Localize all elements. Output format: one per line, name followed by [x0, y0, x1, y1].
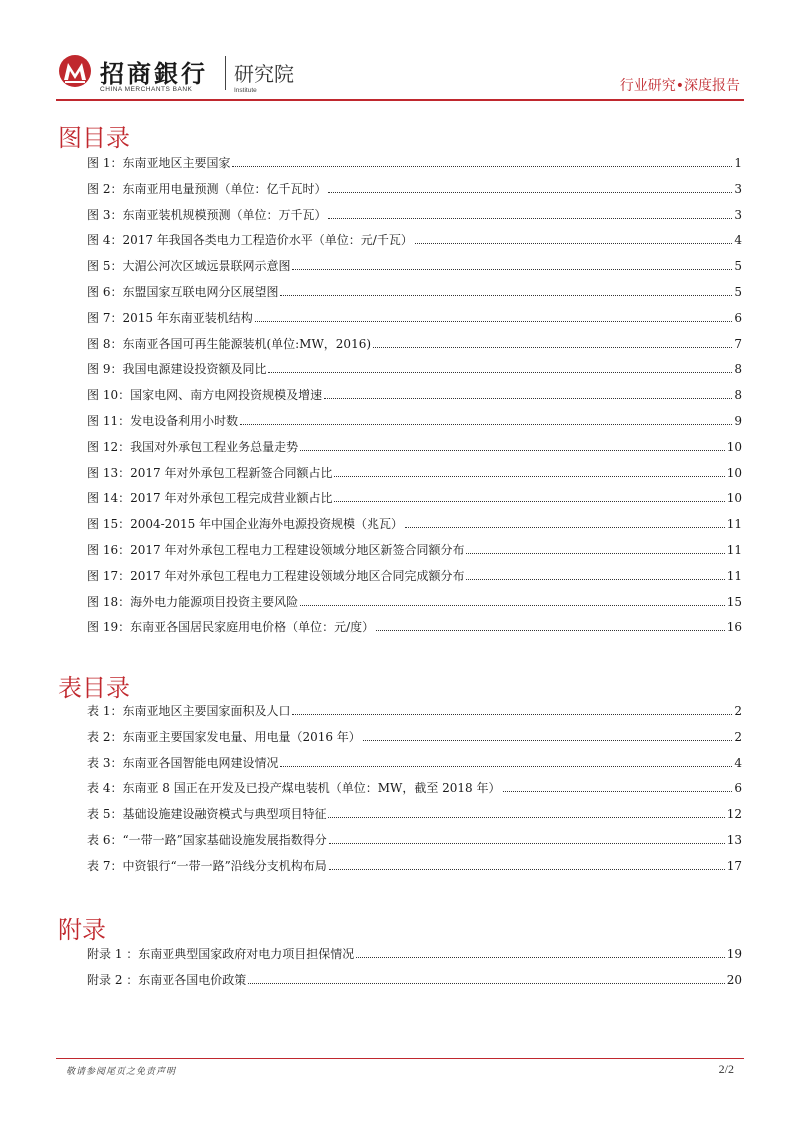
toc-entry-label: 图 10：国家电网、南方电网投资规模及增速	[87, 388, 323, 403]
toc-entry-label: 图 1：东南亚地区主要国家	[87, 156, 231, 170]
toc-entry-page: 10	[726, 465, 742, 480]
toc-entry-page: 9	[734, 413, 742, 428]
toc-entry[interactable]	[87, 283, 742, 309]
toc-entry-page: 16	[726, 620, 742, 635]
bank-name-en: CHINA MERCHANTS BANK	[100, 86, 193, 93]
toc-dot-leader	[376, 629, 725, 631]
toc-dot-leader	[248, 982, 724, 984]
toc-entry[interactable]	[87, 309, 742, 335]
appendix-toc-list	[87, 945, 742, 997]
toc-entry-page: 19	[726, 947, 742, 961]
toc-entry-label: 图 11：发电设备利用小时数	[87, 413, 239, 428]
toc-entry[interactable]	[87, 541, 742, 567]
toc-dot-leader	[268, 371, 732, 373]
toc-entry-page: 10	[726, 491, 742, 506]
bank-name-cn: 招商銀行	[100, 60, 208, 88]
figures-toc-title: 图目录	[58, 124, 130, 152]
toc-dot-leader	[329, 868, 725, 870]
toc-entry-label: 图 18：海外电力能源项目投资主要风险	[87, 594, 299, 609]
toc-entry[interactable]	[87, 386, 742, 412]
toc-entry[interactable]	[87, 154, 742, 180]
toc-dot-leader	[300, 604, 725, 606]
toc-entry-label: 表 6：“一带一路”国家基础设施发展指数得分	[87, 832, 327, 847]
toc-entry-page: 20	[726, 972, 742, 987]
toc-dot-leader	[324, 397, 732, 399]
toc-dot-leader	[334, 475, 724, 477]
toc-entry-label: 表 3：东南亚各国智能电网建设情况	[87, 755, 279, 770]
figures-toc-list	[87, 154, 742, 644]
toc-entry-label: 图 14：2017 年对外承包工程完成营业额占比	[87, 491, 333, 506]
toc-entry-page: 15	[726, 594, 742, 609]
toc-entry[interactable]	[87, 464, 742, 490]
toc-dot-leader	[415, 242, 733, 244]
toc-entry-label: 图 19：东南亚各国居民家庭用电价格（单位：元/度）	[87, 620, 375, 635]
toc-entry[interactable]	[87, 702, 742, 728]
toc-entry[interactable]	[87, 567, 742, 593]
appendix-toc-title: 附录	[58, 916, 106, 944]
toc-entry[interactable]	[87, 728, 742, 754]
toc-entry-page: 11	[726, 542, 742, 557]
toc-dot-leader	[329, 842, 725, 844]
toc-entry-page: 2	[734, 729, 742, 744]
toc-entry[interactable]	[87, 206, 742, 232]
toc-dot-leader	[300, 449, 725, 451]
toc-entry-page: 13	[726, 832, 742, 847]
page-header	[56, 50, 744, 102]
toc-entry[interactable]	[87, 805, 742, 831]
toc-entry-label: 图 2：东南亚用电量预测（单位：亿千瓦时）	[87, 181, 327, 196]
toc-entry[interactable]	[87, 360, 742, 386]
toc-entry-label: 图 15：2004-2015 年中国企业海外电源投资规模（兆瓦）	[87, 517, 404, 532]
toc-entry-page: 11	[726, 568, 742, 583]
toc-entry-label: 图 4：2017 年我国各类电力工程造价水平（单位：元/千瓦）	[87, 233, 413, 248]
toc-dot-leader	[328, 816, 724, 818]
toc-dot-leader	[466, 578, 724, 580]
toc-entry-label: 图 12：我国对外承包工程业务总量走势	[87, 439, 299, 454]
toc-entry-label: 图 17：2017 年对外承包工程电力工程建设领域分地区合同完成额分布	[87, 568, 465, 583]
toc-entry-label: 图 9：我国电源建设投资额及同比	[87, 362, 267, 377]
toc-entry-page: 7	[734, 336, 742, 351]
header-rule	[56, 99, 744, 101]
footer-disclaimer: 敬请参阅尾页之免责声明	[66, 1067, 177, 1077]
toc-dot-leader	[280, 765, 732, 767]
toc-entry-label: 表 2：东南亚主要国家发电量、用电量（2016 年）	[87, 729, 361, 744]
toc-dot-leader	[328, 191, 732, 193]
toc-entry[interactable]	[87, 438, 742, 464]
toc-entry-label: 表 4：东南亚 8 国正在开发及已投产煤电装机（单位：MW，截至 2018 年）	[87, 781, 501, 796]
toc-entry-page: 3	[734, 207, 742, 222]
toc-entry-page: 3	[734, 181, 742, 196]
toc-dot-leader	[255, 320, 733, 322]
toc-dot-leader	[466, 552, 724, 554]
toc-entry-page: 4	[734, 755, 742, 770]
toc-entry-label: 附录 2 ：东南亚各国电价政策	[87, 972, 247, 987]
toc-dot-leader	[356, 956, 724, 958]
toc-entry-page: 10	[726, 439, 742, 454]
toc-entry-page: 17	[726, 858, 742, 873]
toc-entry[interactable]	[87, 945, 742, 971]
toc-entry-label: 附录 1 ：东南亚典型国家政府对电力项目担保情况	[87, 947, 355, 961]
toc-entry[interactable]	[87, 971, 742, 997]
institute-name-en: Institute	[234, 87, 257, 94]
toc-dot-leader	[503, 790, 733, 792]
toc-entry[interactable]	[87, 831, 742, 857]
toc-entry-page: 1	[734, 156, 742, 170]
toc-entry[interactable]	[87, 257, 742, 283]
toc-dot-leader	[292, 713, 732, 715]
toc-entry[interactable]	[87, 412, 742, 438]
toc-entry-page: 6	[734, 310, 742, 325]
toc-entry[interactable]	[87, 779, 742, 805]
toc-entry[interactable]	[87, 231, 742, 257]
toc-entry[interactable]	[87, 180, 742, 206]
tables-toc-title: 表目录	[58, 674, 130, 702]
toc-dot-leader	[373, 346, 732, 348]
toc-dot-leader	[232, 165, 732, 167]
toc-entry-page: 12	[726, 807, 742, 822]
toc-entry[interactable]	[87, 335, 742, 361]
institute-name-cn: 研究院	[234, 62, 294, 86]
toc-entry-label: 表 5：基础设施建设融资模式与典型项目特征	[87, 807, 327, 822]
toc-dot-leader	[405, 526, 725, 528]
header-separator	[225, 56, 226, 90]
toc-entry[interactable]	[87, 754, 742, 780]
report-type-label: 行业研究•深度报告	[619, 78, 740, 94]
toc-entry-label: 图 3：东南亚装机规模预测（单位：万千瓦）	[87, 207, 327, 222]
toc-entry-page: 4	[734, 233, 742, 248]
toc-dot-leader	[292, 268, 732, 270]
toc-entry-label: 图 16：2017 年对外承包工程电力工程建设领域分地区新签合同额分布	[87, 542, 465, 557]
tables-toc-list	[87, 702, 742, 883]
toc-entry-page: 5	[734, 284, 742, 299]
toc-entry[interactable]	[87, 593, 742, 619]
toc-dot-leader	[280, 294, 732, 296]
toc-entry[interactable]	[87, 857, 742, 883]
toc-entry[interactable]	[87, 618, 742, 644]
toc-entry-page: 5	[734, 259, 742, 274]
toc-entry-page: 8	[734, 388, 742, 403]
toc-entry-page: 2	[734, 704, 742, 718]
toc-entry[interactable]	[87, 515, 742, 541]
toc-dot-leader	[334, 500, 724, 502]
toc-entry-page: 11	[726, 517, 742, 532]
toc-dot-leader	[363, 739, 733, 741]
toc-dot-leader	[240, 423, 732, 425]
toc-entry-label: 表 7：中资银行“一带一路”沿线分支机构布局	[87, 858, 327, 873]
toc-entry-label: 图 7：2015 年东南亚装机结构	[87, 310, 253, 325]
toc-entry-label: 图 6：东盟国家互联电网分区展望图	[87, 284, 279, 299]
cmb-logo-icon	[58, 54, 92, 88]
toc-entry-label: 图 13：2017 年对外承包工程新签合同额占比	[87, 465, 333, 480]
toc-entry[interactable]	[87, 489, 742, 515]
toc-entry-page: 6	[734, 781, 742, 796]
toc-dot-leader	[328, 217, 732, 219]
toc-entry-label: 图 5：大湄公河次区域远景联网示意图	[87, 259, 291, 274]
toc-entry-page: 8	[734, 362, 742, 377]
footer-rule	[56, 1058, 744, 1059]
toc-entry-label: 图 8：东南亚各国可再生能源装机(单位:MW，2016)	[87, 336, 372, 351]
page-number: 2/2	[718, 1062, 734, 1076]
toc-entry-label: 表 1：东南亚地区主要国家面积及人口	[87, 704, 291, 718]
